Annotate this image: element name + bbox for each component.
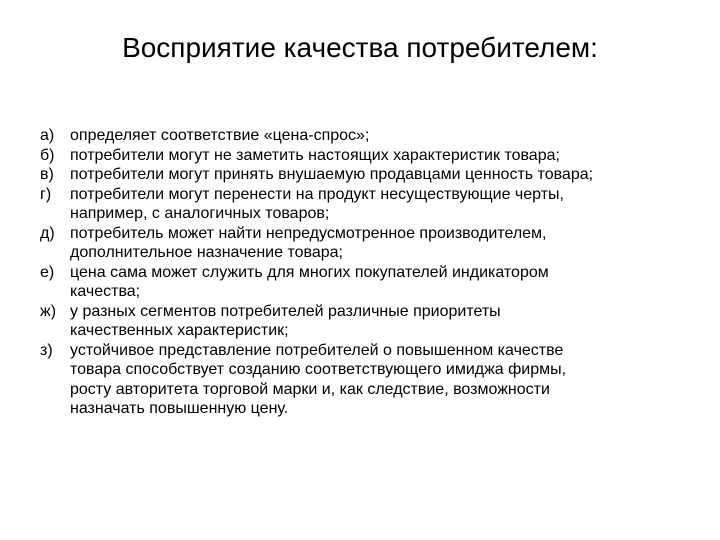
list-marker: б) (40, 146, 55, 164)
list-item-text: потребители могут принять внушаемую продавцами ценность товара; (70, 166, 594, 183)
list-marker: г) (40, 185, 52, 203)
list-marker: ж) (40, 302, 57, 320)
list-marker: а) (40, 127, 55, 144)
list-item (40, 302, 690, 341)
list-item-text: потребитель может найти непредусмотренное производителем, дополнительное назначение товара; (70, 224, 547, 261)
list-marker: д) (40, 224, 55, 242)
list-marker: е) (40, 263, 55, 281)
list-item (40, 224, 690, 263)
slide-title: Восприятие качества потребителем: (122, 32, 598, 63)
list-item-text: цена сама может служить для многих покупателей индикатором качества; (70, 263, 549, 300)
list-item-text: потребители могут перенести на продукт несуществующие черты, например, с аналогичных товаров; (70, 185, 564, 222)
list-item-text: у разных сегментов потребителей различные приоритеты качественных характеристик; (70, 302, 501, 339)
list-item-text: потребители могут не заметить настоящих характеристик товара; (70, 146, 560, 164)
quality-perception-list (40, 126, 690, 419)
list-item (40, 126, 690, 146)
list-item (40, 263, 690, 302)
list-item-text: устойчивое представление потребителей о повышенном качестве товара способствует созданию соответствующего имиджа фирмы, росту авторитета торговой марки и, как следствие, возможности назначать повышенную цену. (70, 341, 567, 417)
list-item (40, 185, 690, 224)
list-item (40, 341, 690, 419)
list-marker: з) (40, 341, 53, 359)
list-item (40, 165, 690, 185)
list-item (40, 146, 690, 166)
list-marker: в) (40, 166, 54, 183)
list-item-text: определяет соответствие «цена-спрос»; (70, 127, 370, 144)
